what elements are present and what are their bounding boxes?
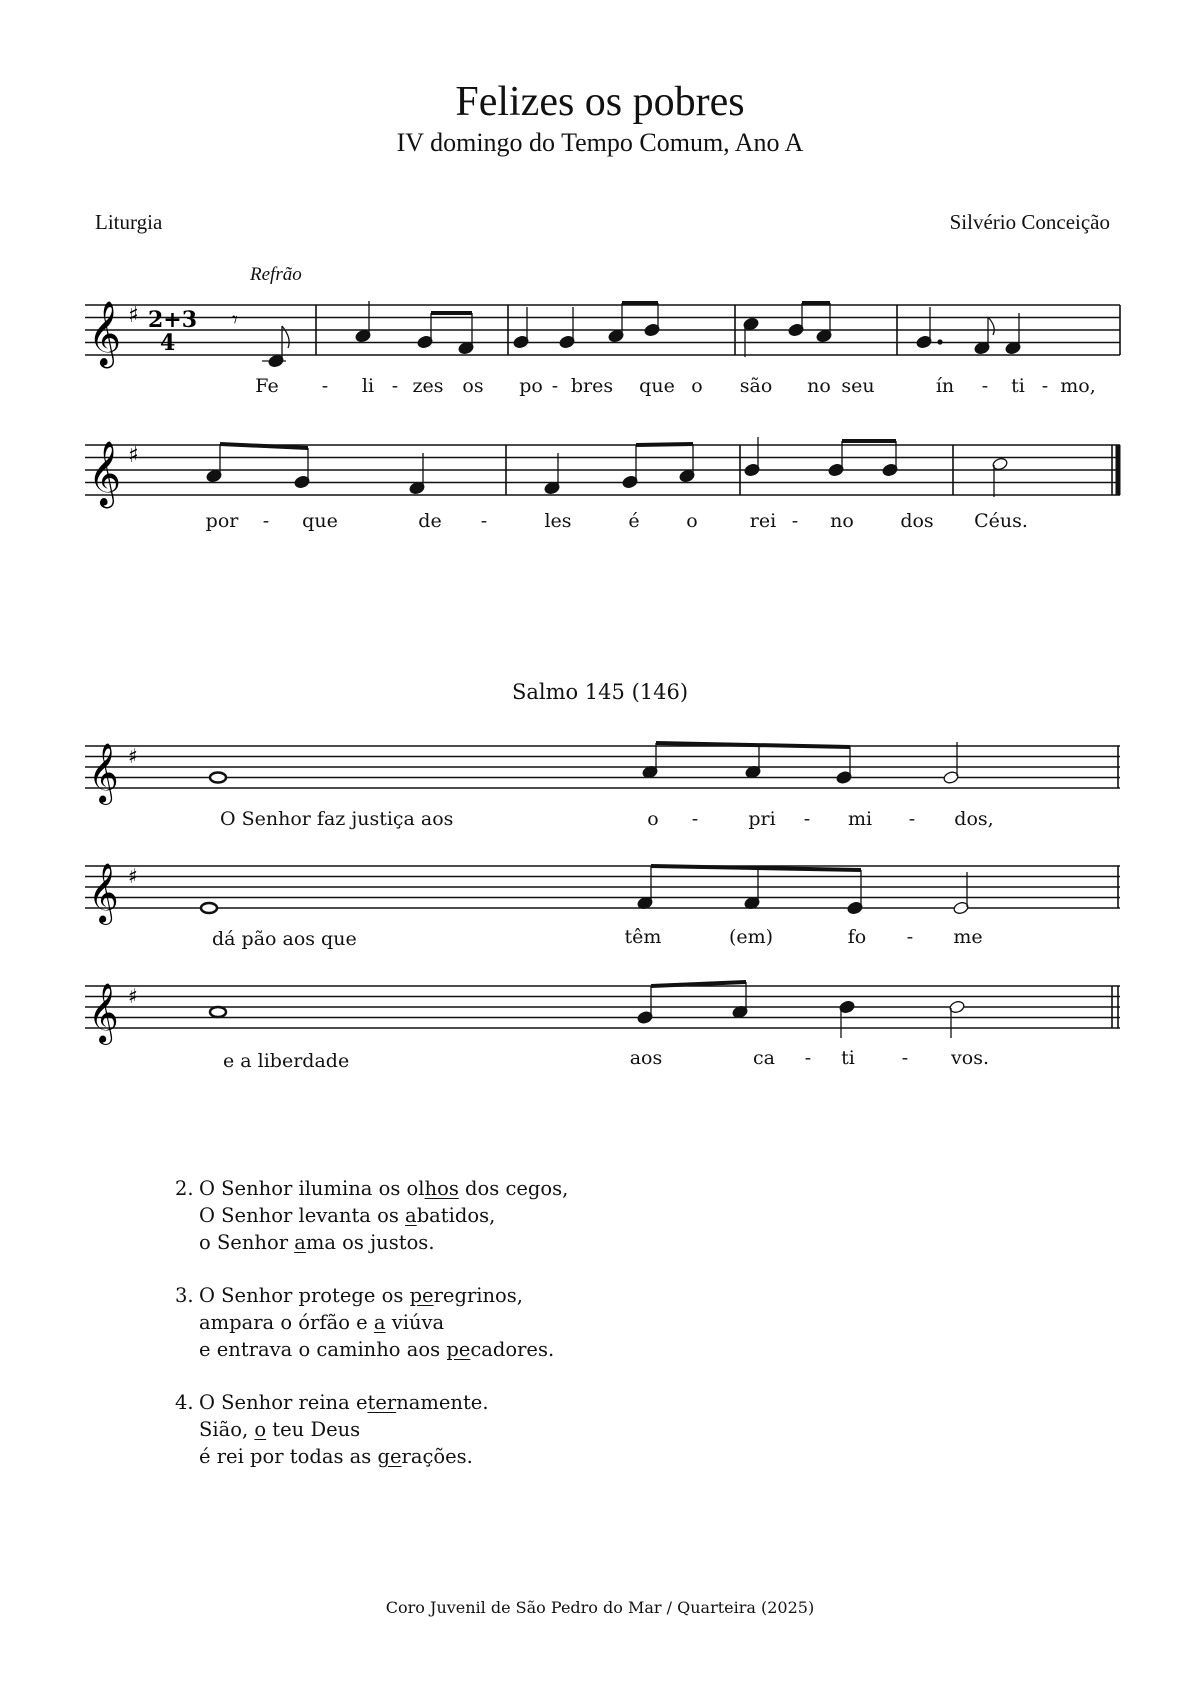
lyric: e a liberdade [223, 1050, 350, 1072]
hyphen: - [791, 510, 799, 532]
hyphen: - [906, 926, 914, 948]
sharp-icon: ♯ [128, 303, 139, 328]
lyric: dos [900, 510, 934, 532]
lyric: que [639, 375, 675, 397]
treble-clef-icon: 𝄞 [88, 983, 119, 1043]
treble-clef-icon: 𝄞 [88, 441, 122, 506]
treble-clef-icon: 𝄞 [88, 863, 119, 923]
page-subtitle: IV domingo do Tempo Comum, Ano A [396, 128, 804, 157]
verse-line: é rei por todas as gerações. [199, 1445, 473, 1468]
verse-line: e entrava o caminho aos pecadores. [199, 1338, 555, 1361]
lyric: ti [841, 1047, 855, 1069]
lyric: les [544, 510, 572, 532]
page-title: Felizes os pobres [455, 79, 745, 125]
lyric: aos [629, 1047, 663, 1069]
lyric: (em) [728, 926, 774, 948]
lyric: são [739, 375, 773, 397]
verse-line: 2. O Senhor ilumina os olhos dos cegos, [175, 1177, 569, 1200]
hyphen: - [803, 808, 811, 830]
lyric: de [418, 510, 442, 532]
lyric: li [361, 375, 375, 397]
lyric: O Senhor faz justiça aos [220, 808, 454, 830]
accent-syllable: a [373, 1311, 386, 1334]
psalm-label: Salmo 145 (146) [511, 680, 689, 704]
lyric: o [691, 375, 703, 397]
verse-line: O Senhor levanta os abatidos, [199, 1204, 496, 1227]
lyric: bres [570, 375, 614, 397]
lyric: o [647, 808, 659, 830]
hyphen: - [804, 1047, 812, 1069]
verse-4 [175, 1389, 568, 1470]
treble-clef-icon: 𝄞 [88, 301, 122, 366]
composer-name: Silvério Conceição [949, 210, 1110, 234]
liturgy-label: Liturgia [95, 210, 163, 234]
sharp-icon: ♯ [128, 864, 138, 888]
verse-number: 2. [175, 1177, 194, 1200]
lyric: pri [748, 808, 776, 830]
refrain-label: Refrão [250, 264, 302, 285]
lyric: dá pão aos que [212, 928, 357, 950]
accent-syllable: a [405, 1204, 417, 1227]
accent-syllable: ter [367, 1391, 397, 1414]
lyric: fo [847, 926, 867, 948]
lyric: no [830, 510, 854, 532]
lyric: dos, [954, 808, 994, 830]
lyric: no [807, 375, 831, 397]
verse-line: o Senhor ama os justos. [199, 1231, 435, 1254]
sharp-icon: ♯ [128, 984, 138, 1008]
accent-syllable: pe [446, 1338, 471, 1361]
lyric: vos. [951, 1047, 989, 1069]
lyric: Céus. [974, 510, 1028, 532]
accent-syllable: pe [409, 1284, 434, 1307]
verse-number: 4. [175, 1391, 194, 1414]
verse-line: 4. O Senhor reina eternamente. [175, 1391, 489, 1414]
verses [175, 1175, 568, 1496]
hyphen: - [908, 808, 916, 830]
verse-line: ampara o órfão e a viúva [199, 1311, 445, 1334]
hyphen: - [981, 375, 989, 397]
lyric: rei [749, 510, 777, 532]
lyric: têm [624, 926, 662, 948]
hyphen: - [901, 1047, 909, 1069]
sharp-icon: ♯ [128, 744, 138, 768]
lyric: os [462, 375, 484, 397]
lyric: por [205, 510, 239, 532]
lyric: po [519, 375, 543, 397]
hyphen: - [262, 510, 270, 532]
hyphen: - [480, 510, 488, 532]
lyric: mo, [1060, 375, 1096, 397]
verse-3 [175, 1282, 568, 1363]
hyphen: - [321, 375, 329, 397]
accent-syllable: hos [424, 1177, 459, 1200]
lyric: o [686, 510, 698, 532]
verse-line: 3. O Senhor protege os peregrinos, [175, 1284, 524, 1307]
lyric: ti [1011, 375, 1025, 397]
lyric: zes [412, 375, 444, 397]
footer-credit: Coro Juvenil de São Pedro do Mar / Quarteira (2025) [385, 1598, 815, 1617]
accent-syllable: a [294, 1231, 306, 1254]
svg-text:4: 4 [160, 330, 176, 356]
lyric: Fe [255, 375, 279, 397]
hyphen: - [551, 375, 559, 397]
eighth-rest-icon: 𝄾 [232, 308, 238, 333]
lyric: me [953, 926, 983, 948]
hyphen: - [1041, 375, 1049, 397]
sharp-icon: ♯ [128, 443, 139, 468]
verse-2 [175, 1175, 568, 1256]
treble-clef-icon: 𝄞 [88, 743, 119, 803]
hyphen: - [691, 808, 699, 830]
accent-syllable: o [254, 1418, 267, 1441]
lyric: mi [847, 808, 873, 830]
lyric: ín [935, 375, 955, 397]
accent-syllable: ge [377, 1445, 402, 1468]
verse-number: 3. [175, 1284, 194, 1307]
lyric: é [628, 510, 640, 532]
lyric: que [302, 510, 338, 532]
lyric: ca [753, 1047, 775, 1069]
verse-line: Sião, o teu Deus [199, 1418, 361, 1441]
svg-text:2+3: 2+3 [148, 307, 198, 333]
lyric: seu [841, 375, 875, 397]
hyphen: - [391, 375, 399, 397]
